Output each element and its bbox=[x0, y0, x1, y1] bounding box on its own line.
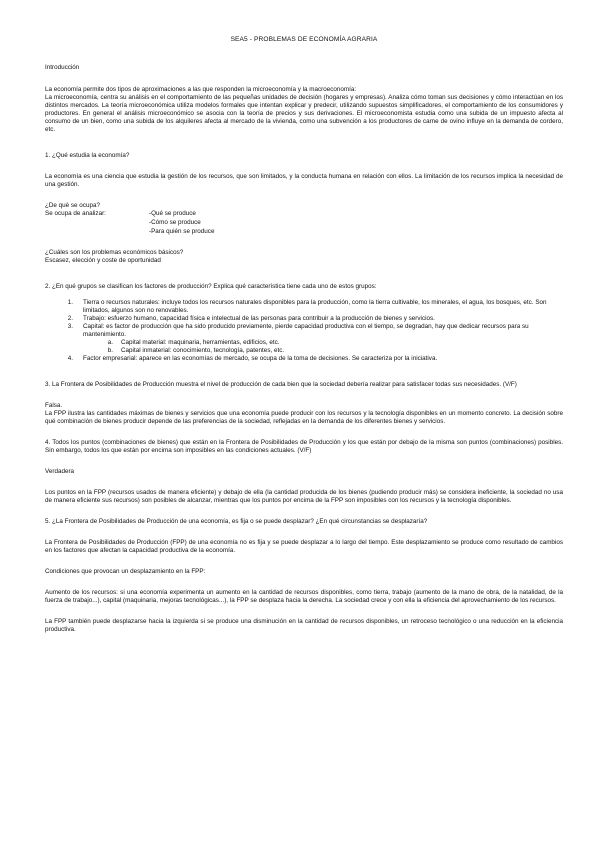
sublist-text: Capital inmaterial: conocimiento, tecnología, patentes, etc. bbox=[121, 347, 285, 355]
list-text: Trabajo: esfuerzo humano, capacidad física e intelectual de las personas para contribuir a la producción de bienes y servicios. bbox=[83, 315, 435, 323]
q1-answer: La economía es una ciencia que estudia la gestión de los recursos, que son limitados, y la conducta humana en relación con ellos. La limitación de los recursos implica la necesidad de una gestión. bbox=[45, 173, 563, 189]
q3-verdict: Falsa. bbox=[45, 402, 63, 410]
list-item bbox=[45, 323, 563, 355]
list-body bbox=[83, 323, 563, 355]
ocupa-question: ¿De qué se ocupa? bbox=[45, 202, 100, 210]
sublist-item bbox=[83, 347, 563, 355]
q3-question: 3. La Frontera de Posibilidades de Producción muestra el nivel de producción de cada bien que la sociedad debería realizar para satisfacer todas sus necesidades. (V/F) bbox=[45, 381, 517, 389]
condition-paragraph-2: La FPP también puede desplazarse hacia la izquierda si se produce una disminución en la cantidad de recursos disponibles, un retroceso tecnológico o una reducción en la eficiencia productiva. bbox=[45, 617, 563, 633]
q1-question: 1. ¿Qué estudia la economía? bbox=[45, 152, 130, 160]
document-title: SEA5 - PROBLEMAS DE ECONOMÍA AGRARIA bbox=[230, 36, 378, 43]
ocupa-label: Se ocupa de analizar: bbox=[45, 210, 106, 218]
intro-paragraph-1: La economía permite dos tipos de aproximaciones a las que responden la microeconomía y la macroeconomía: bbox=[45, 86, 357, 94]
q4-answer: Los puntos en la FPP (recursos usados de manera eficiente) y debajo de ella (la cantidad producida de los bienes (pudiendo producir más) se considera ineficiente, la sociedad no usa de manera eficiente sus recursos) son posibles de alcanzar, mientras que los puntos por encima de la FPP son imposibles con los recursos y la tecnología disponibles. bbox=[45, 488, 563, 504]
q4-question: 4. Todos los puntos (combinaciones de bienes) que están en la Frontera de Posibilidades de Producción y los que están por debajo de la misma son puntos (combinaciones) posibles. Sin embargo, todos los que están por encima son imposibles en las condiciones actuales. (V/F) bbox=[45, 439, 563, 454]
list-text: Factor empresarial: aparece en las economías de mercado, se ocupa de la toma de decisiones. Se caracteriza por la iniciativa. bbox=[83, 355, 438, 363]
problemas-question: ¿Cuáles son los problemas económicos básicos? bbox=[45, 249, 184, 257]
q5-question: 5. ¿La Frontera de Posibilidades de Producción de una economía, es fija o se puede desplazar? ¿En qué circunstancias se desplazaría? bbox=[45, 517, 428, 525]
list-number: 2. bbox=[67, 315, 73, 323]
q2-question: 2. ¿En qué grupos se clasifican los factores de producción? Explica qué característica tiene cada uno de estos grupos: bbox=[45, 283, 377, 291]
intro-paragraph-2: La microeconomía, centra su análisis en el comportamiento de las pequeñas unidades de decisión (hogares y empresas). Analiza cómo toman sus decisiones y cómo interactúan en los distintos mercados. La teoría microeconómica utiliza modelos formales que intentan explicar y predecir, utilizando supuestos simplificadores, el comportamiento de los consumidores y productores. En general el análisis microeconómico se asocia con la teoría de precios y sus derivaciones. El microeconomista estudia como una subida de un impuesto afecta al consumo de un bien, como una subida de los alquileres afecta al mercado de la vivienda, como una subvención a los productores de carne de ovino influye en la demanda de cordero, etc. bbox=[45, 94, 563, 134]
sublist-letter: b. bbox=[107, 347, 113, 355]
sublist-text: Capital material: maquinaria, herramientas, edificios, etc. bbox=[121, 339, 280, 347]
condition-paragraph-1: Aumento de los recursos: si una economía experimenta un aumento en la cantidad de recursos disponibles, como tierra, trabajo (aumento de la mano de obra, de la natalidad, de la fuerza de trabajo...), capital (maquinaria, mejoras tecnológicas...), la FPP se desplaza hacia la derecha. La sociedad crece y con ella la eficiencia del aprovechamiento de los recursos. bbox=[45, 588, 563, 604]
capital-sublist bbox=[83, 339, 563, 355]
ocupa-item: -Qué se produce bbox=[149, 210, 196, 218]
ocupa-item: -Cómo se produce bbox=[149, 218, 201, 226]
list-number: 1. bbox=[67, 299, 73, 307]
list-text: Capital: es factor de producción que ha sido producido previamente, pierde capacidad productiva con el tiempo, se degradan, hay que dedicar recursos para su mantenimiento. bbox=[83, 323, 529, 339]
ocupa-item: -Para quién se produce bbox=[149, 227, 215, 235]
intro-heading: Introducción bbox=[45, 64, 80, 72]
problemas-answer: Escasez, elección y coste de oportunidad bbox=[45, 257, 161, 265]
document-content bbox=[45, 36, 563, 634]
factors-list bbox=[45, 299, 563, 363]
list-item bbox=[45, 315, 563, 323]
sublist-letter: a. bbox=[107, 339, 113, 347]
list-text: Tierra o recursos naturales: incluye todos los recursos naturales disponibles para la producción, como la tierra cultivable, los minerales, el agua, los bosques, etc. Son limitados, algunos son no renovables. bbox=[83, 299, 547, 315]
conditions-heading: Condiciones que provocan un desplazamiento en la FPP: bbox=[45, 567, 206, 575]
list-number: 4. bbox=[67, 355, 73, 363]
list-number: 3. bbox=[67, 323, 73, 331]
list-item bbox=[45, 299, 563, 315]
q5-answer: La Frontera de Posibilidades de Producción (FPP) de una economía no es fija y se puede desplazar a lo largo del tiempo. Este desplazamiento se produce como resultado de cambios en los factores que afectan la capacidad productiva de la economía. bbox=[45, 538, 563, 554]
ocupa-list bbox=[149, 210, 214, 236]
list-item bbox=[45, 355, 563, 363]
q4-verdict: Verdadera bbox=[45, 467, 75, 475]
q3-answer: La FPP ilustra las cantidades máximas de bienes y servicios que una economía puede producir con los recursos y la tecnología disponibles en un momento concreto. La decisión sobre qué combinación de bienes producir depende de las preferencias de la sociedad, reflejadas en la demanda de los diferentes bienes y servicios. bbox=[45, 410, 563, 426]
sublist-item bbox=[83, 339, 563, 347]
ocupa-block bbox=[45, 210, 563, 236]
